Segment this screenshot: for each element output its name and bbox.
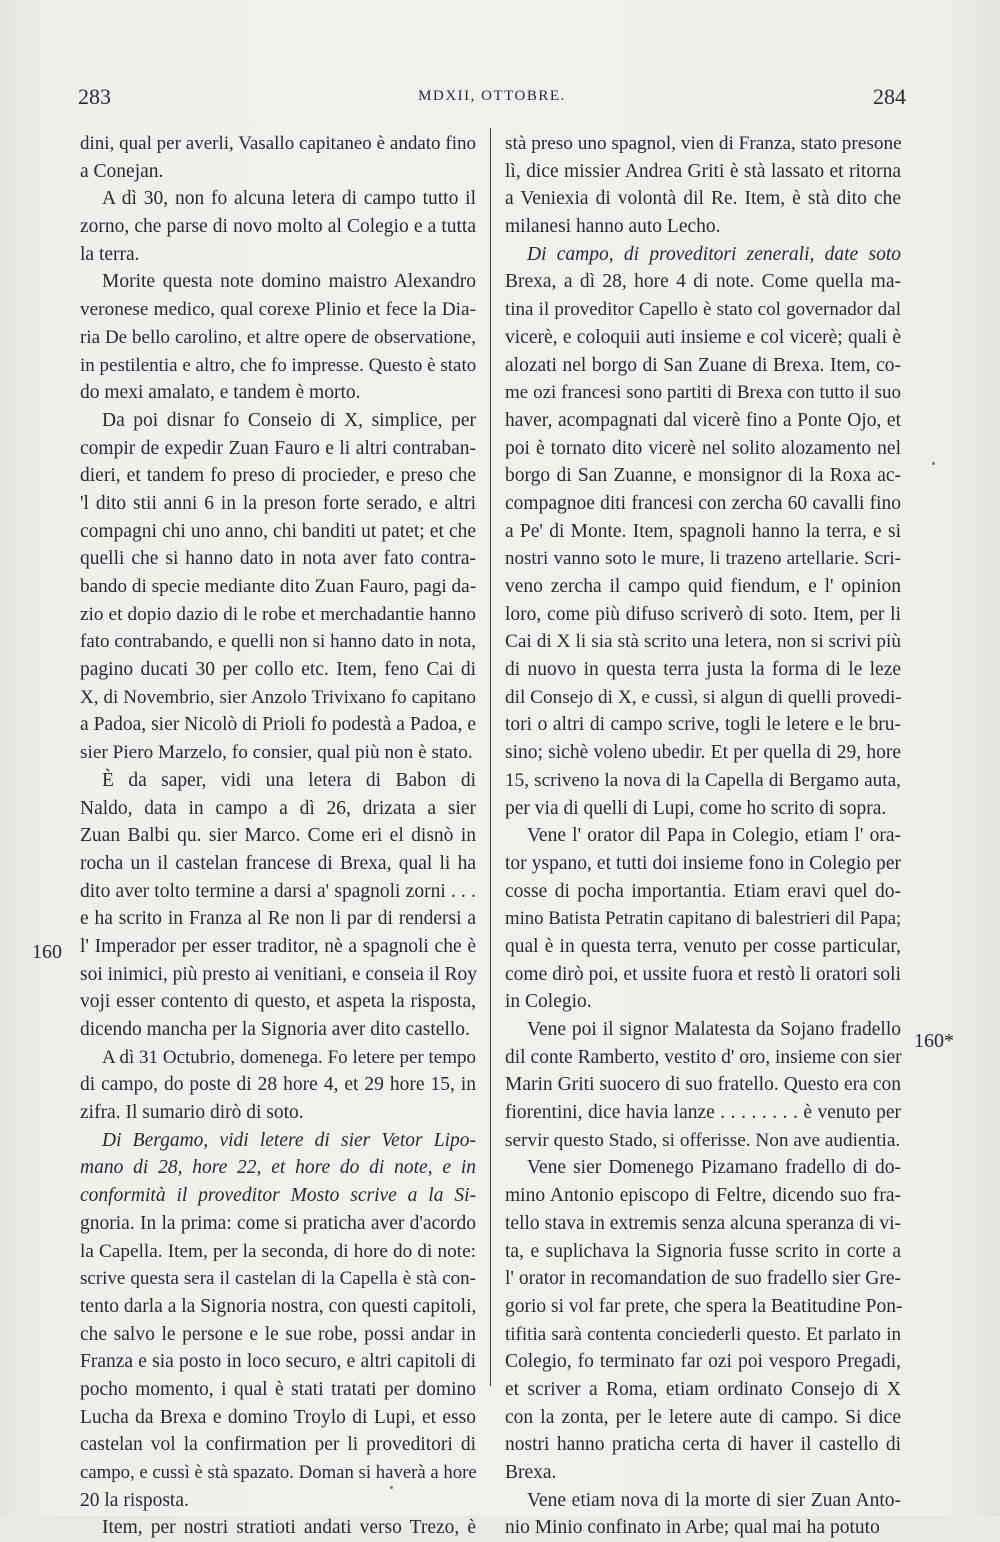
right-text-column [505,130,901,1542]
text-line: lì, dice missier Andrea Griti è stà lassato et ritorna [505,160,901,182]
text-line: sier Piero Marzelo, fo consier, qual più non è stato. [80,742,473,764]
text-line: la Capella. Item, per la seconda, di hore do di note: [80,1240,476,1262]
text-line: poi è tornato dito vicerè nel solito alozamento nel [505,437,901,459]
text-line: stà preso uno spagnol, vien di Franza, stato presone [505,133,902,154]
text-line: veronese medico, qual corexe Plinio et fece la Dia- [80,299,476,321]
text-line: di nuovo in questa terra justa la forma di le leze [505,659,901,681]
text-line: castelan vol la confirmation per li proveditori di [80,1434,476,1456]
text-line: tento darla a la Signoria nostra, con questi capitoli, [80,1295,477,1317]
text-line: Di campo, di proveditori zenerali, date soto [527,243,901,265]
text-line: do mexi amalato, e tandem è morto. [80,382,361,404]
text-line: Brexa. [505,1462,557,1483]
paper-fleck [932,462,935,465]
text-line: in Colegio. [505,991,592,1013]
text-line: X, di Novembrio, sier Anzolo Trivixano fo capitano [80,686,476,708]
text-line: nio Minio confinato in Arbe; qual mai ha potuto [505,1517,880,1539]
text-line: dil Consejo di X, e cussì, si algun di quelli provedi- [505,686,902,708]
text-line: zio et dopio dazio di le robe et merchadantie hanno [80,603,476,625]
text-line: borgo di San Zuanne, e monsignor di la Roxa ac- [505,465,901,487]
text-line: me ozi francesi sono partiti di Brexa con tutto il suo [505,382,901,404]
text-line: quelli che si hanno dato in nota aver fato contra- [80,548,476,570]
text-line: fato contrabando, e quelli non si hanno dato in nota, [80,631,476,653]
text-line: pocho momento, i qual è stati tratati per domino [80,1378,476,1400]
text-line: Franza e sia posto in loco securo, e altri capitoli di [80,1351,476,1373]
text-line: zifra. Il sumario dirò di soto. [80,1102,304,1124]
text-line: loro, come più difuso scriverò di soto. Item, per li [505,603,901,625]
text-line: come dirò poi, et ussite fuora et restò li oratori soli [505,963,901,985]
text-line: compagni chi uno anno, chi banditi ut patet; et che [80,520,476,542]
text-line: vicerè, e coloquii auti insieme e col vicerè; quali è [505,326,901,348]
text-line: servir questo Stado, si offerisse. Non ave audientia. [505,1129,901,1151]
text-line: A dì 30, non fo alcuna letera di campo tutto il [102,188,476,210]
margin-note-right: 160* [914,1030,954,1052]
text-line: a Conejan. [80,160,164,182]
text-line: conformità il proveditor Mosto scrive a la Si- [80,1185,476,1207]
text-line: cosse di pocha importantia. Etiam eravi quel do- [505,880,901,902]
text-line: mino Antonio episcopo di Feltre, dicendo suo fra- [505,1185,901,1207]
text-line: Item, per nostri stratioti andati verso Trezo, è [102,1517,476,1539]
text-line: bando di specie mediante dito Zuan Fauro, pagi da- [80,576,477,597]
text-line: soi inimici, più presto ai venitiani, e conseia il Roy [80,963,477,985]
text-line: A dì 31 Octubrio, domenega. Fo letere per tempo [102,1046,476,1068]
text-line: pagino ducati 30 per collo etc. Item, feno Cai di [80,659,476,681]
text-line: zorno, che parse di novo molto al Colegio e a tutta [80,216,476,238]
text-line: 'l dito stii anni 6 in la preson forte serado, e altri [80,492,476,514]
text-line: Vene l' orator dil Papa in Colegio, etiam l' ora- [527,825,901,847]
text-line: nostri vanno soto le mure, li trazeno artellarie. Scri- [505,548,901,570]
text-line: Da poi disnar fo Conseio di X, simplice, per [102,409,476,431]
text-line: milanesi hanno auto Lecho. [505,216,721,238]
text-line: Morite questa note domino maistro Alexandro [102,271,476,293]
text-line: Marin Griti suocero di suo fratello. Questo era con [505,1074,901,1096]
text-line: Vene sier Domenego Pizamano fradello di do- [527,1157,901,1179]
text-line: l' Imperador per esser traditor, nè a spagnoli che è [80,935,476,957]
page-header [78,84,906,114]
page-number-left: 283 [78,84,111,109]
text-line: dieri, et tandem fo preso di procieder, e preso che [80,465,476,487]
text-line: sino; sichè voleno ubedir. Et per quella di 29, hore [505,742,901,764]
text-line: che salvo le persone e le sue robe, possi andar in [80,1323,476,1345]
text-line: scrive questa sera il castelan di la Capella è stà con- [80,1268,476,1290]
text-line: dini, qual per averli, Vasallo capitaneo è andato fino [80,133,476,154]
text-line: Brexa, a dì 28, hore 4 di note. Come quella ma- [505,271,901,293]
text-line: tor yspano, et tutti doi insieme fono in Colegio per [505,852,901,874]
text-line: È da saper, vidi una letera di Babon di [102,769,476,791]
text-line: dicendo mancha per la Signoria aver dito castello. [80,1019,470,1040]
text-line: Zuan Balbi qu. sier Marco. Come eri el disnò in [80,825,476,847]
text-line: con la zonta, per le letere aute di campo. Si dice [505,1406,901,1428]
text-line: voji esser contento di questo, et aspeta la risposta, [80,991,476,1013]
text-line: la terra. [80,243,140,265]
text-line: et scriver a Roma, etiam ordinato Consejo di X [505,1378,901,1400]
page-number-right: 284 [873,84,906,109]
text-line: per via di quelli di Lupi, come ho scrito di sopra. [505,797,887,819]
text-line: veno zercha il campo quid fiendum, e l' opinion [505,576,901,597]
text-line: mano di 28, hore 22, et hore do di note, e in [80,1157,476,1179]
text-line: a Padoa, sier Nicolò di Prioli fo podestà a Padoa, e [80,714,476,736]
text-line: compir de expedir Zuan Fauro e li altri contraban- [80,437,476,459]
text-line: haver, acompagnati dal vicerè fino a Ponte Ojo, et [505,409,901,431]
text-line: e ha scrito in Franza al Re non li par di rendersi a [80,908,476,930]
text-line: in pestilentia e altro, che fo impresse. Questo è stato [80,354,477,376]
text-line: a Pe' di Monte. Item, spagnoli hanno la terra, e si [505,520,901,542]
running-title: MDXII, OTTOBRE. [418,88,566,104]
text-line: campo, e cussì è stà spazato. Doman si haverà a hore [80,1462,477,1483]
text-line: nostri hanno praticha certa di haver il castello di [505,1434,901,1456]
text-line: Vene poi il signor Malatesta da Sojano fradello [527,1019,901,1040]
text-line: a Veniexia di volontà dil Re. Item, è stà dito che [505,188,901,210]
text-line: alozati nel borgo di San Zuane di Brexa. Item, co- [505,354,901,376]
margin-note-left: 160 [32,941,62,963]
text-line: Naldo, data in campo a dì 26, drizata a sier [80,797,476,819]
text-line: ta, e suplichava la Signoria fusse scrito in corte a [505,1240,901,1262]
text-line: Cai di X li sia stà scrito una letera, non si scrivi più [505,631,901,653]
text-line: fiorentini, dice havia lanze . . . . . . . . è venuto per [505,1102,901,1124]
text-line: dito aver tolto termine a darsi a' spagnoli zorni . . . [80,880,476,902]
text-line: tifitia sarà contenta conciederli questo. Et parlato in [505,1323,901,1345]
text-line: tina il proveditor Capello è stato col governador dal [505,299,901,321]
text-line: tori o altri di campo scrive, togli le letere e le bru- [505,714,901,736]
text-line: Colegio, fo terminato far ozi poi vesporo Pregadi, [505,1351,901,1373]
text-line: mino Batista Petratin capitano di balestrieri dil Papa; [505,908,902,930]
column-divider [490,128,491,1386]
text-line: 20 la risposta. [80,1489,189,1511]
paper-fleck [390,1486,393,1489]
text-line: l' orator in recomandation de suo fradello sier Gre- [505,1268,901,1290]
text-line: rocha un il castelan francese di Brexa, qual li ha [80,852,476,874]
text-line: tello stava in extremis senza alcuna speranza di vi- [505,1212,901,1234]
text-line: ria De bello carolino, et altre opere de observatione, [80,326,476,348]
text-line: Di Bergamo, vidi letere di sier Vetor Lipo- [102,1129,476,1151]
text-line: qual è in questa terra, venuto per cosse particular, [505,935,901,957]
text-line: Lucha da Brexa e domino Troylo di Lupi, et esso [80,1406,476,1428]
left-text-column [80,130,476,1542]
text-line: dil conte Ramberto, vestito d' oro, insieme con sier [505,1046,902,1068]
text-line: gorio si vol far prete, che spera la Beatitudine Pon- [505,1295,903,1317]
text-line: compagnoe diti francesi con zercha 60 cavalli fino [505,492,901,514]
text-line: Vene etiam nova di la morte di sier Zuan Anto- [527,1489,901,1511]
text-line: di campo, do poste di 28 hore 4, et 29 hore 15, in [80,1074,476,1096]
text-line: 15, scriveno la nova di la Capella di Bergamo auta, [505,769,901,791]
text-line: gnoria. In la prima: come si pratichа aver d'acordo [80,1212,476,1234]
